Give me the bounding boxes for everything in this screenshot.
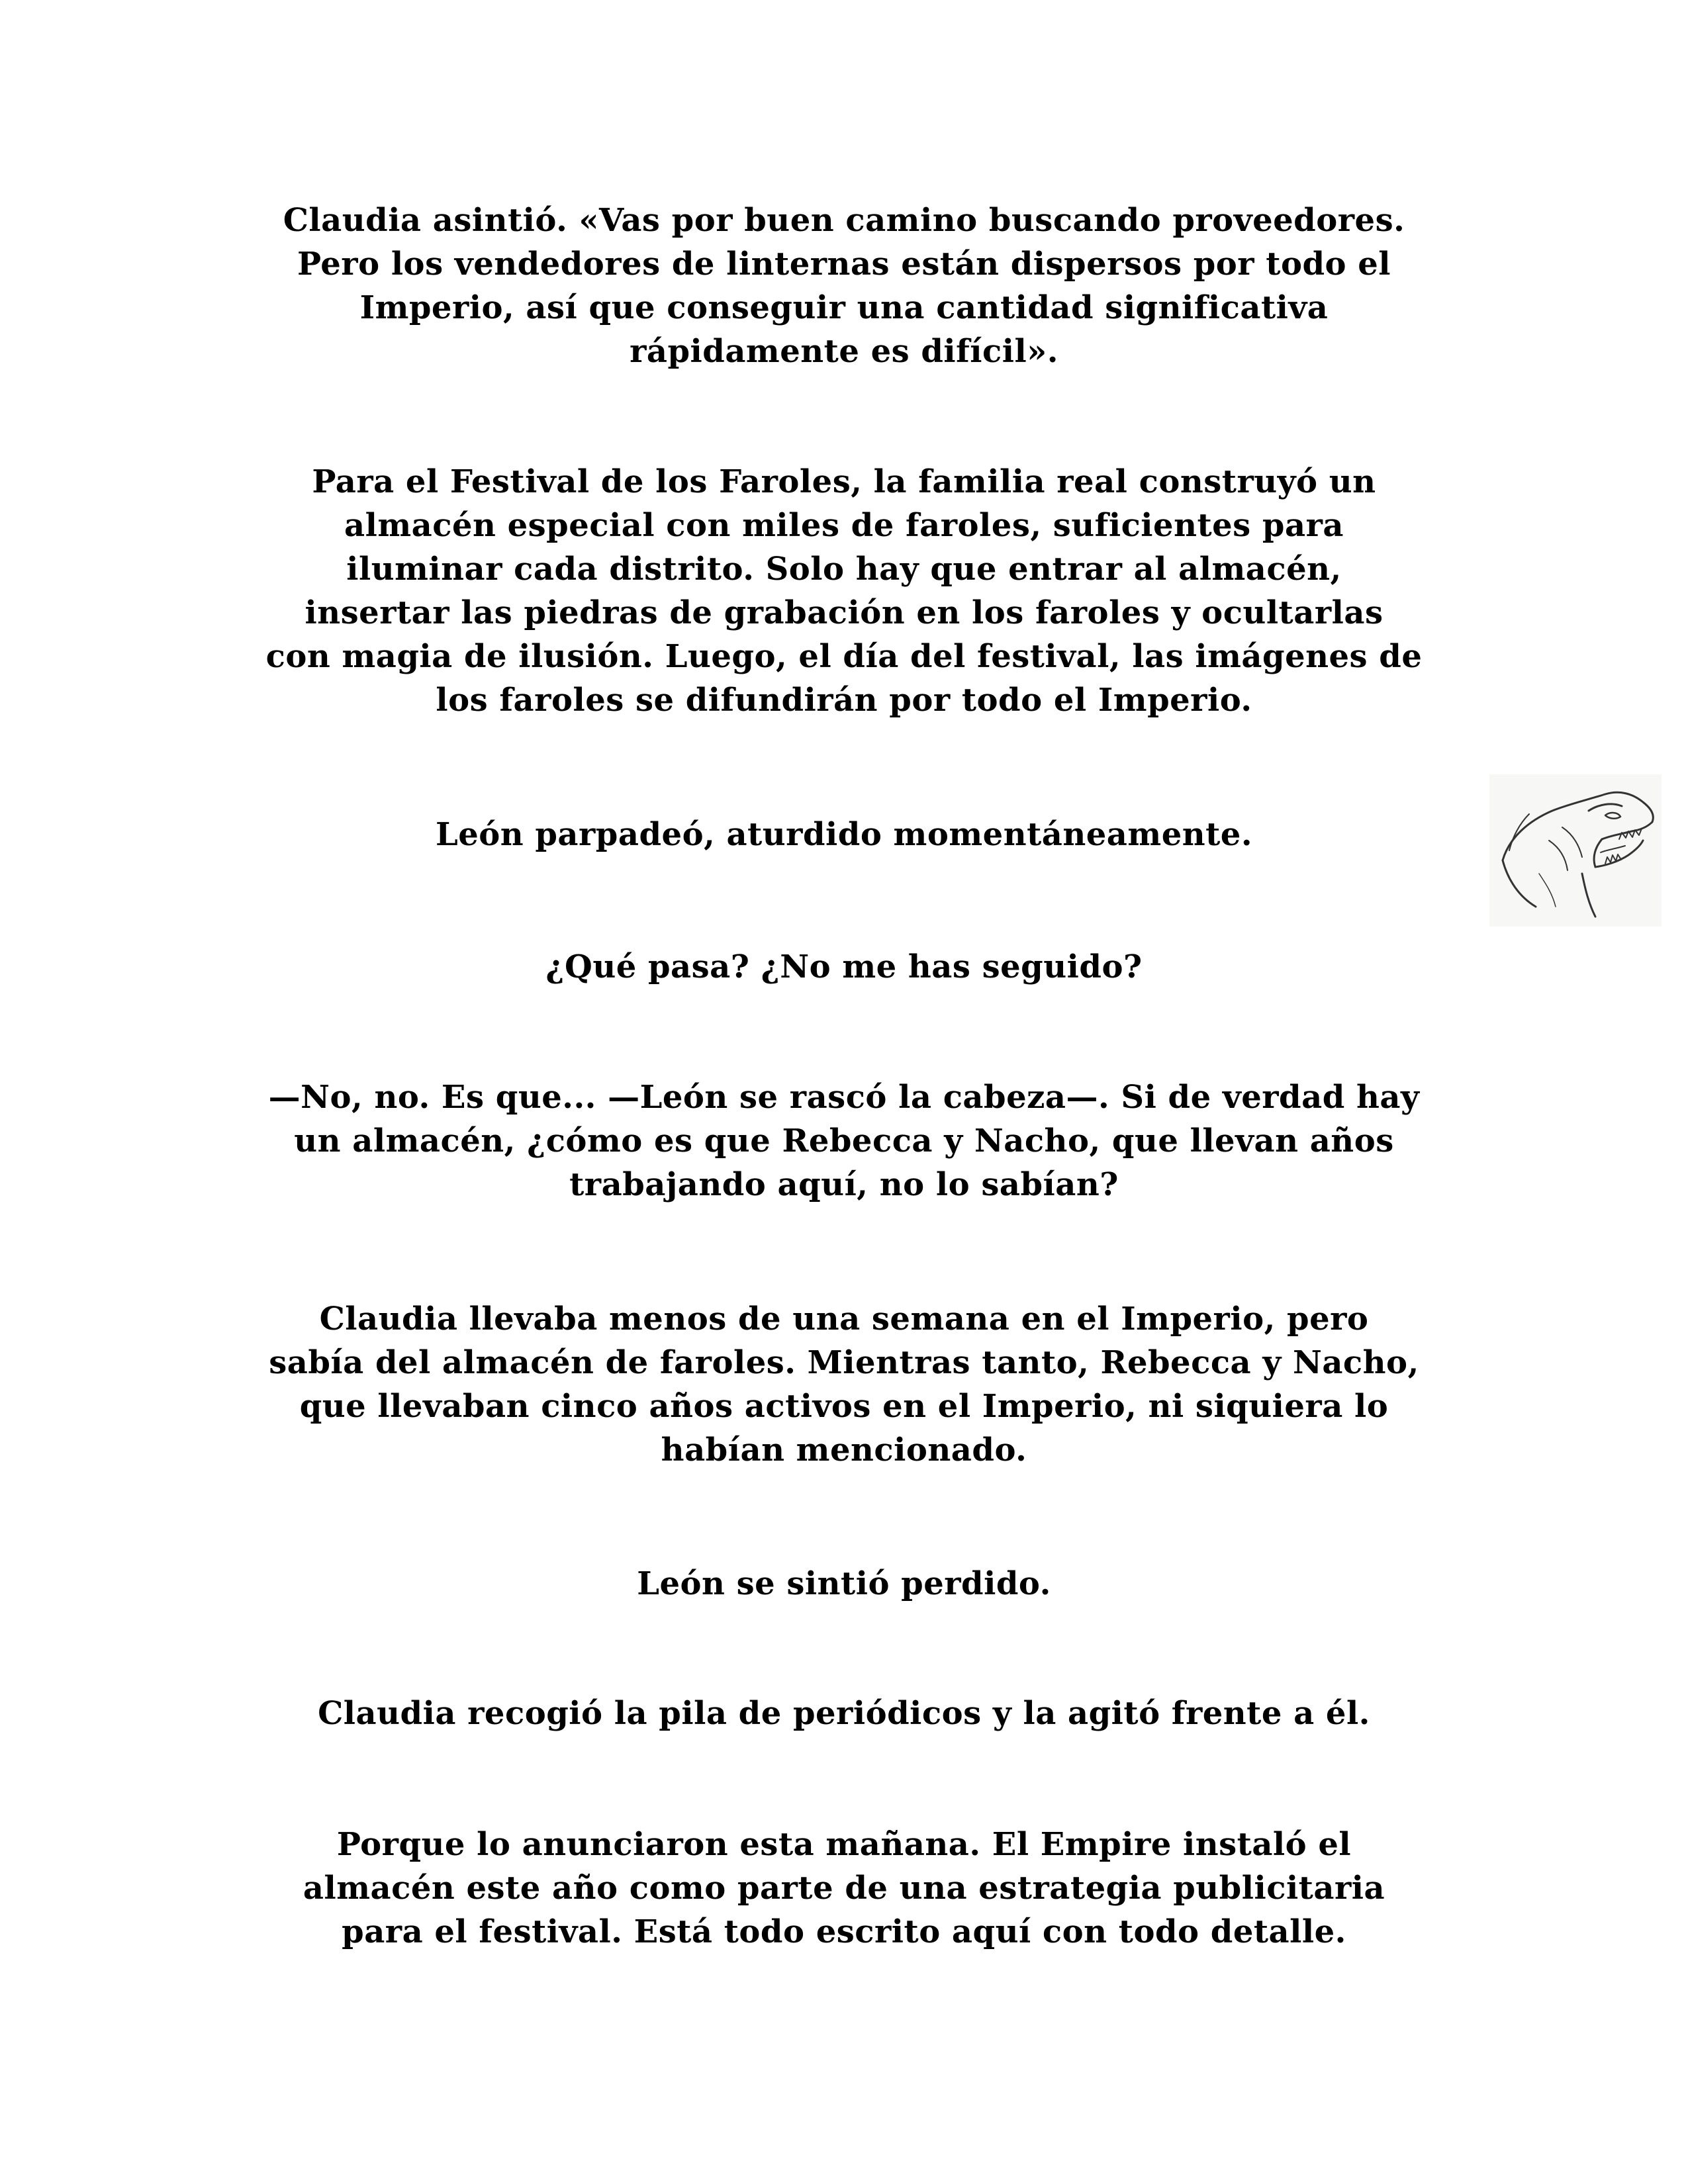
text-line: sabía del almacén de faroles. Mientras tanto, Rebecca y Nacho, [269, 1344, 1419, 1381]
text-line: almacén especial con miles de faroles, suficientes para [344, 507, 1344, 544]
text-line: Porque lo anunciaron esta mañana. El Empire instaló el [336, 1826, 1352, 1863]
text-line: los faroles se difundirán por todo el Imperio. [436, 682, 1252, 719]
dinosaur-head-sketch-icon [1489, 774, 1662, 927]
text-line: con magia de ilusión. Luego, el día del festival, las imágenes de [265, 638, 1423, 675]
text-line: Para el Festival de los Faroles, la familia real construyó un [312, 463, 1376, 500]
text-line: para el festival. Está todo escrito aquí con todo detalle. [342, 1913, 1346, 1950]
text-line: un almacén, ¿cómo es que Rebecca y Nacho, que llevan años [294, 1122, 1394, 1160]
text-line: Claudia asintió. «Vas por buen camino buscando proveedores. [283, 202, 1405, 239]
text-line: trabajando aquí, no lo sabían? [569, 1166, 1119, 1203]
text-line: rápidamente es difícil». [630, 333, 1058, 370]
paragraph-3 [225, 813, 1463, 856]
paragraph-1 [225, 199, 1463, 373]
text-line: insertar las piedras de grabación en los faroles y ocultarlas [305, 594, 1383, 631]
text-line: León se sintió perdido. [637, 1565, 1051, 1602]
text-line: iluminar cada distrito. Solo hay que entrar al almacén, [346, 551, 1342, 588]
paragraph-8 [225, 1692, 1463, 1735]
paragraph-7 [225, 1562, 1463, 1606]
text-line: Imperio, así que conseguir una cantidad significativa [359, 289, 1329, 326]
text-line: Pero los vendedores de linternas están dispersos por todo el [297, 246, 1391, 283]
text-line: —No, no. Es que... —León se rascó la cabeza—. Si de verdad hay [268, 1079, 1420, 1116]
paragraph-6 [225, 1297, 1463, 1472]
text-line: León parpadeó, aturdido momentáneamente. [435, 816, 1253, 853]
text-line: ¿Qué pasa? ¿No me has seguido? [545, 948, 1143, 985]
text-line: habían mencionado. [661, 1432, 1027, 1469]
text-line: Claudia recogió la pila de periódicos y la agitó frente a él. [318, 1695, 1370, 1732]
paragraph-9 [225, 1823, 1463, 1954]
paragraph-2 [225, 460, 1463, 722]
paragraph-4 [225, 945, 1463, 989]
paragraph-5 [225, 1075, 1463, 1206]
text-line: almacén este año como parte de una estrategia publicitaria [303, 1870, 1385, 1907]
text-line: Claudia llevaba menos de una semana en el Imperio, pero [319, 1300, 1369, 1338]
text-line: que llevaban cinco años activos en el Imperio, ni siquiera lo [299, 1388, 1389, 1425]
